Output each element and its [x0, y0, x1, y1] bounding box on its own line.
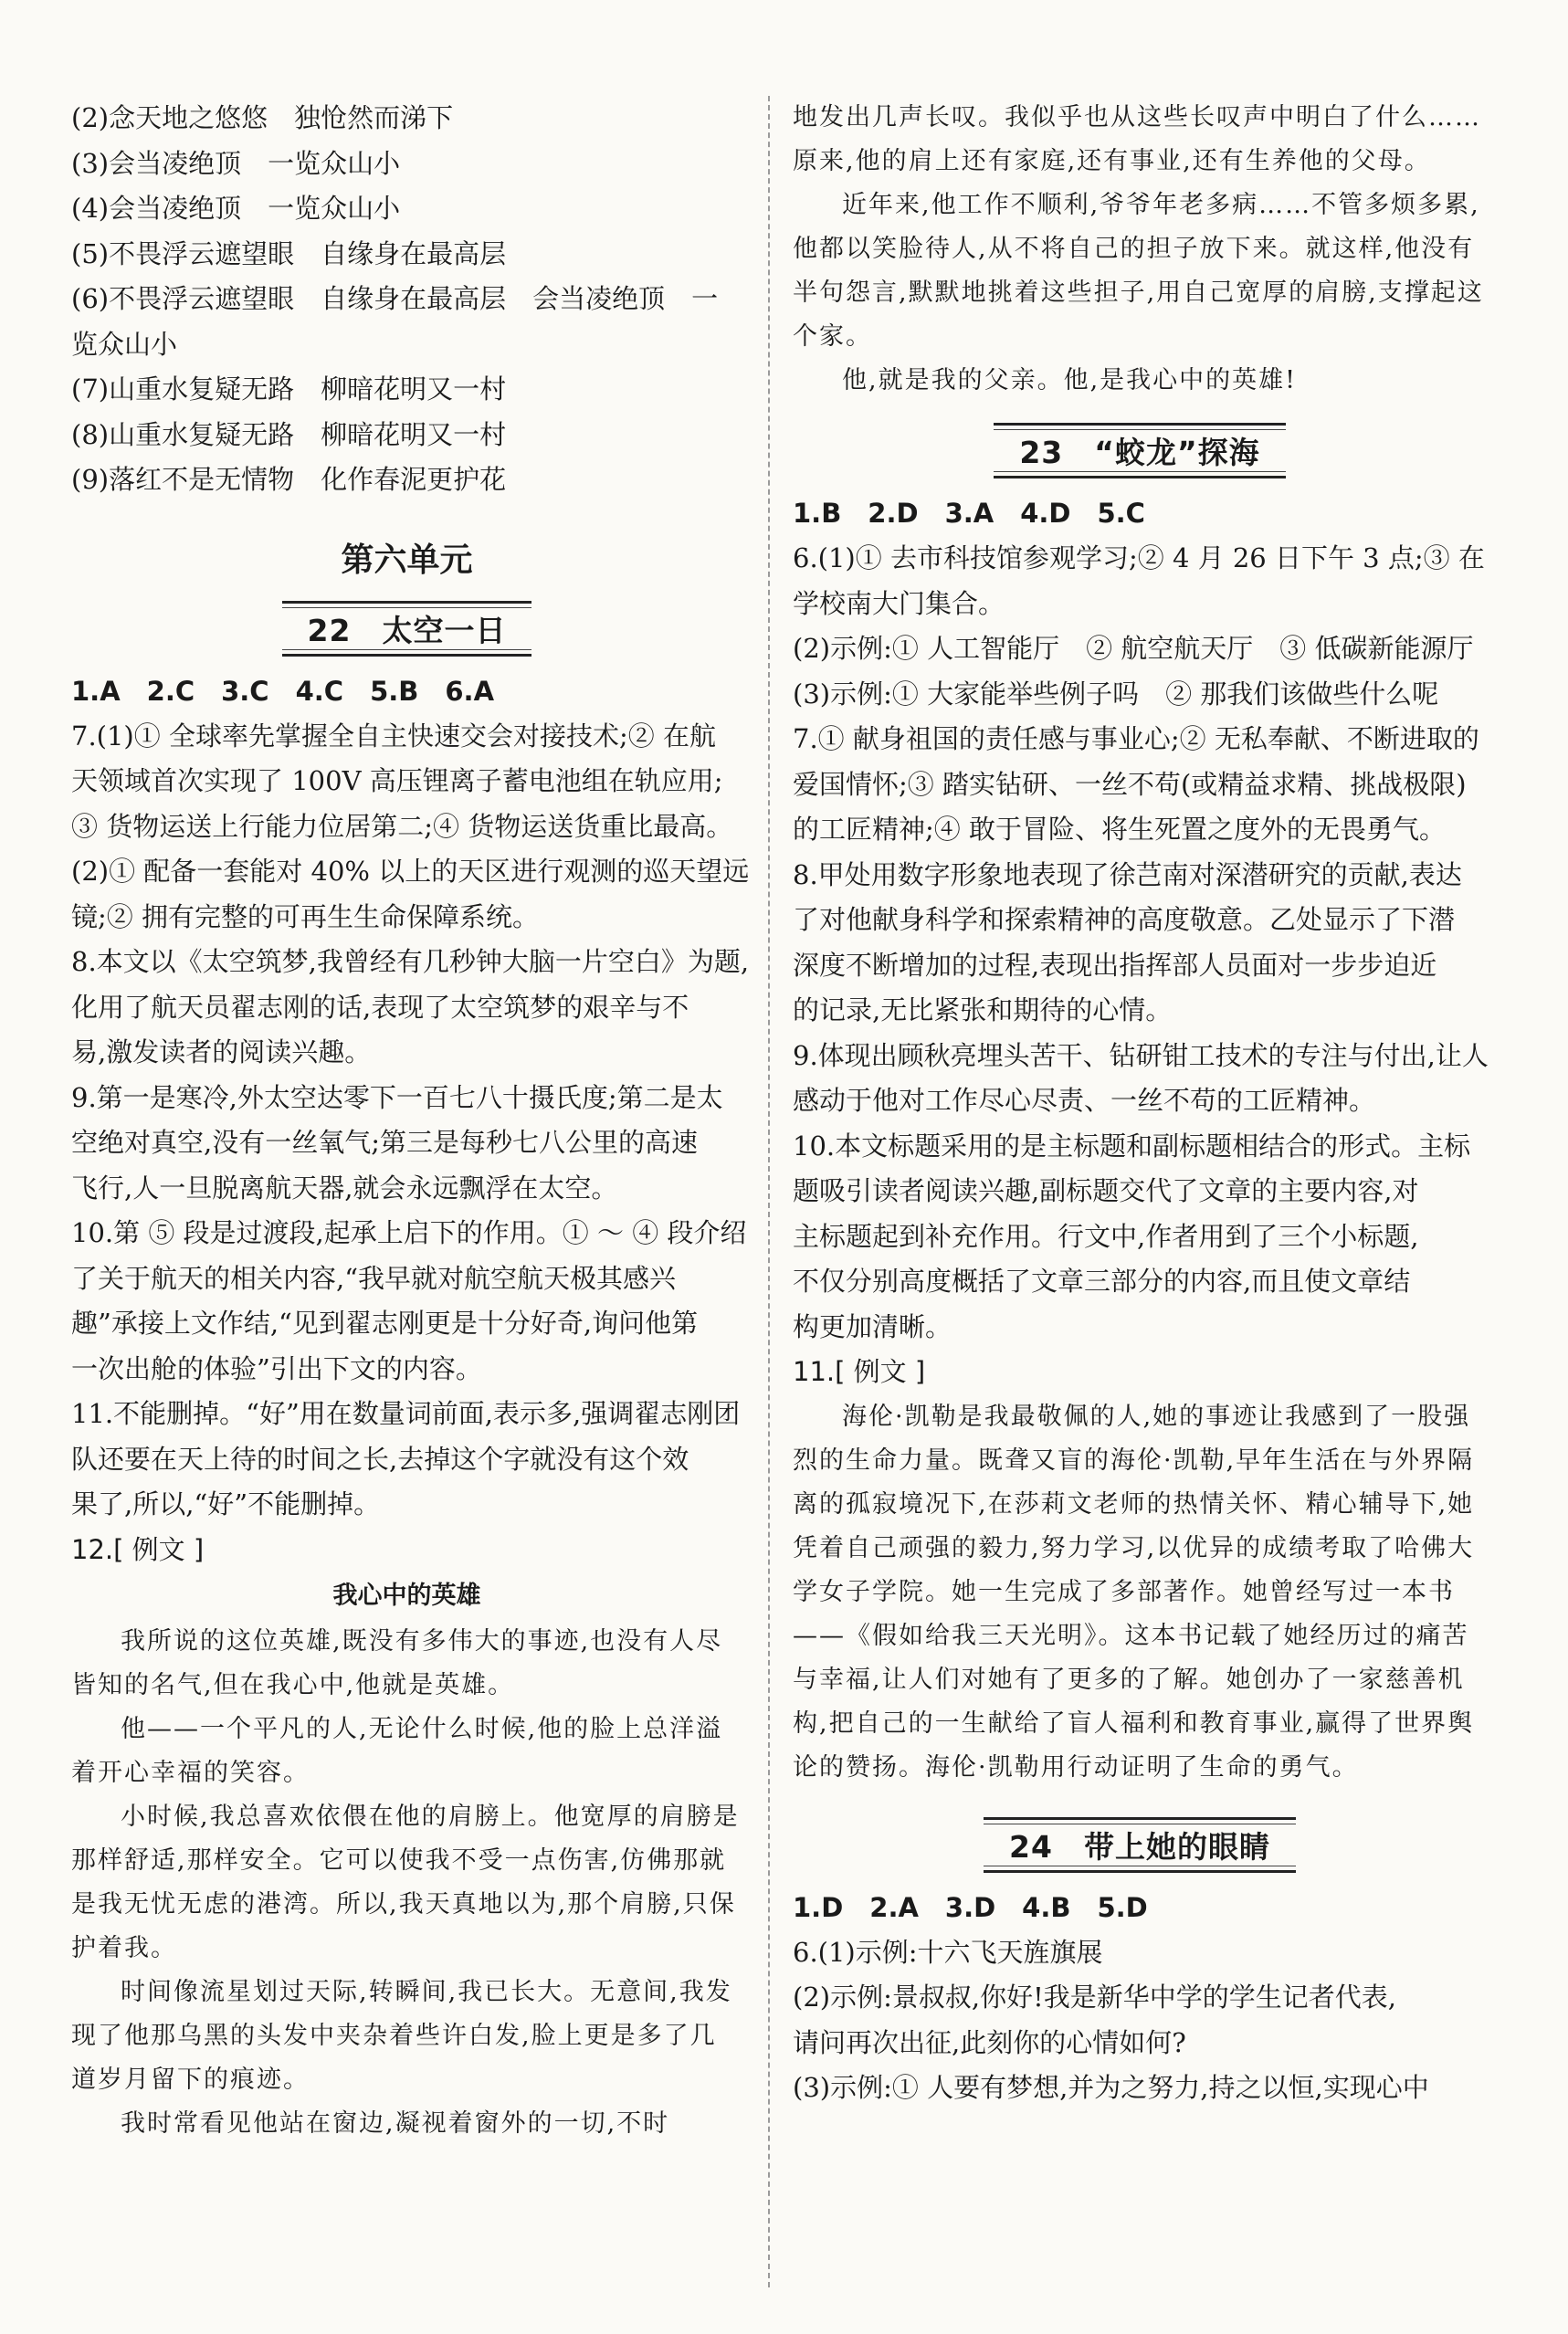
answer-line: 的记录,无比紧张和期待的心情。: [793, 994, 1173, 1025]
answer-line: 7.(1)① 全球率先掌握全自主快速交会对接技术;② 在航: [71, 720, 716, 752]
essay-paragraph: 小时候,我总喜欢依偎在他的肩膀上。他宽厚的肩膀是那样舒适,那样安全。它可以使我不受一点伤害,仿佛那就是我无忧无虑的港湾。所以,我天真地以为,那个肩膀,只保护着我。: [71, 1803, 740, 1962]
lesson-23-q8: [793, 853, 1487, 1034]
answer-line: 深度不断增加的过程,表现出指挥部人员面对一步步迫近: [793, 949, 1437, 981]
lesson-22-q9: [71, 1076, 742, 1212]
answer-line: 易,激发读者的阅读兴趣。: [71, 1036, 372, 1067]
poem-line: (8)山重水复疑无路 柳暗花明又一村: [71, 418, 507, 450]
answer-line: 镜;② 拥有完整的可再生生命保障系统。: [71, 900, 539, 932]
answer-line: 8.本文以《太空筑梦,我曾经有几秒钟大脑一片空白》为题,: [71, 946, 750, 977]
poem-line: (3)会当凌绝顶 一览众山小: [71, 147, 401, 179]
answer-line: 学校南大门集合。: [793, 587, 1005, 619]
lesson-23-q6: [793, 536, 1487, 717]
answer-line: (3)示例:① 大家能举些例子吗 ② 那我们该做些什么呢: [793, 678, 1439, 710]
poem-line: (2)念天地之悠悠 独怆然而涕下: [71, 102, 454, 133]
essay-continued-paragraph: 地发出几声长叹。我似乎也从这些长叹声中明白了什么……原来,他的肩上还有家庭,还有事业,还有生养他的父母。: [793, 103, 1481, 175]
answer-line: 主标题起到补充作用。行文中,作者用到了三个小标题,: [793, 1220, 1419, 1252]
lesson-23-title: 23 “蛟龙”探海: [994, 423, 1285, 478]
poem-line: (5)不畏浮云遮望眼 自缘身在最高层: [71, 237, 507, 269]
essay-paragraph: 我所说的这位英雄,既没有多伟大的事迹,也没有人尽皆知的名气,但在我心中,他就是英雄。: [71, 1627, 723, 1699]
answer-line: 10.本文标题采用的是主标题和副标题相结合的形式。主标: [793, 1130, 1471, 1162]
answer-line: 不仅分别高度概括了文章三部分的内容,而且使文章结: [793, 1266, 1411, 1297]
essay-title: 我心中的英雄: [332, 1582, 481, 1610]
answer-line: 7.① 献身祖国的责任感与事业心;② 无私奉献、不断进取的: [793, 723, 1479, 754]
left-column: [71, 96, 750, 2146]
essay-continued-paragraph: 近年来,他工作不顺利,爷爷年老多病……不管多烦多累,他都以笑脸待人,从不将自己的担子放下来。就这样,他没有半句怨言,默默地挑着这些担子,用自己宽厚的肩膀,支撑起这个家。: [793, 191, 1484, 351]
lesson-22-q8: [71, 940, 750, 1076]
answer-line: 的工匠精神;④ 敢于冒险、将生死置之度外的无畏勇气。: [793, 814, 1446, 845]
answer-line: 请问再次出征,此刻你的心情如何?: [793, 2026, 1186, 2058]
answer-line: 飞行,人一旦脱离航天器,就会永远飘浮在太空。: [71, 1172, 618, 1204]
answer-line: 化用了航天员翟志刚的话,表现了太空筑梦的艰辛与不: [71, 991, 689, 1023]
lesson-23-q11-essay: 海伦·凯勒是我最敬佩的人,她的事迹让我感到了一股强烈的生命力量。既聋又盲的海伦·凯勒,早年生活在与外界隔离的孤寂境况下,在莎莉文老师的热情关怀、精心辅导下,她凭着自己顽强的毅力,努力学习,以优异的成绩考取了哈佛大学女子学院。她一生完成了多部著作。她曾经写过一本书——《假如给我三天光明》。这本书记载了她经历过的痛苦与幸福,让人们对她有了更多的了解。她创办了一家慈善机构,把自己的一生献给了盲人福利和教育事业,赢得了世界舆论的赞扬。海伦·凯勒用行动证明了生命的勇气。: [793, 1402, 1475, 1782]
answer-line: 爱国情怀;③ 踏实钻研、一丝不苟(或精益求精、挑战极限): [793, 768, 1467, 800]
lesson-23-q10: [793, 1124, 1487, 1351]
answer-line: 果了,所以,“好”不能删掉。: [71, 1488, 381, 1519]
answer-line: 了关于航天的相关内容,“我早就对航空航天极其感兴: [71, 1262, 677, 1294]
answer-line: 8.甲处用数字形象地表现了徐芑南对深潜研究的贡献,表达: [793, 858, 1462, 890]
answer-line: ③ 货物运送上行能力位居第二;④ 货物运送货重比最高。: [71, 810, 733, 842]
right-column: [793, 96, 1487, 2111]
answer-line: 天领域首次实现了 100V 高压锂离子蓄电池组在轨应用;: [71, 765, 723, 796]
lesson-22-q7: [71, 714, 750, 941]
column-divider: [768, 96, 771, 2287]
lesson-22-q12-label: 12.[ 例文 ]: [71, 1533, 205, 1565]
lesson-23-q11-label: 11.[ 例文 ]: [793, 1356, 926, 1387]
lesson-23-mc: 1.B 2.D 3.A 4.D 5.C: [793, 498, 1145, 529]
answer-line: (2)① 配备一套能对 40% 以上的天区进行观测的巡天望远: [71, 856, 750, 887]
answer-line: (3)示例:① 人要有梦想,并为之努力,持之以恒,实现心中: [793, 2072, 1429, 2103]
answer-line: 11.不能删掉。“好”用在数量词前面,表示多,强调翟志刚团: [71, 1398, 741, 1429]
poem-answers: [71, 96, 742, 503]
answer-line: 题吸引读者阅读兴趣,副标题交代了文章的主要内容,对: [793, 1175, 1419, 1206]
lesson-22-title: 22 太空一日: [282, 601, 532, 657]
lesson-23-q7: [793, 717, 1487, 853]
answer-line: (2)示例:景叔叔,你好!我是新华中学的学生记者代表,: [793, 1982, 1396, 2013]
answer-line: 趣”承接上文作结,“见到翟志刚更是十分好奇,询问他第: [71, 1308, 699, 1339]
lesson-24-header: [793, 1817, 1487, 1873]
lesson-23-header: [793, 423, 1487, 478]
essay-continued-paragraph: 他,就是我的父亲。他,是我心中的英雄!: [842, 366, 1298, 394]
answer-line: (2)示例:① 人工智能厅 ② 航空航天厅 ③ 低碳新能源厅: [793, 633, 1474, 664]
answer-line: 9.第一是寒冷,外太空达零下一百七八十摄氏度;第二是太: [71, 1081, 723, 1113]
essay-paragraph: 他——一个平凡的人,无论什么时候,他的脸上总洋溢着开心幸福的笑容。: [71, 1715, 723, 1787]
poem-line: (9)落红不是无情物 化作春泥更护花: [71, 464, 507, 495]
unit-title: 第六单元: [341, 541, 473, 579]
poem-line: (6)不畏浮云遮望眼 自缘身在最高层 会当凌绝顶 一: [71, 283, 719, 314]
answer-line: 感动于他对工作尽心尽责、一丝不苟的工匠精神。: [793, 1085, 1376, 1116]
answer-line: 一次出舱的体验”引出下文的内容。: [71, 1352, 482, 1384]
lesson-22-q10: [71, 1211, 747, 1392]
poem-line: 览众山小: [71, 328, 178, 360]
answer-line: 队还要在天上待的时间之长,去掉这个字就没有这个效: [71, 1443, 689, 1475]
lesson-22-mc: 1.A 2.C 3.C 4.C 5.B 6.A: [71, 675, 495, 707]
essay-paragraph: 时间像流星划过天际,转瞬间,我已长大。无意间,我发现了他那乌黑的头发中夹杂着些许白发,脸上更是多了几道岁月留下的痕迹。: [71, 1978, 732, 2094]
lesson-24-title: 24 带上她的眼睛: [984, 1817, 1296, 1873]
poem-line: (7)山重水复疑无路 柳暗花明又一村: [71, 373, 507, 405]
answer-line: 10.第 ⑤ 段是过渡段,起承上启下的作用。① ～ ④ 段介绍: [71, 1217, 747, 1248]
answer-line: 了对他献身科学和探索精神的高度敬意。乙处显示了下潜: [793, 904, 1456, 935]
poem-line: (4)会当凌绝顶 一览众山小: [71, 193, 401, 224]
answer-line: 空绝对真空,没有一丝氧气;第三是每秒七八公里的高速: [71, 1127, 698, 1158]
answer-line: 6.(1)示例:十六飞天旌旗展: [793, 1936, 1103, 1968]
answer-line: 9.体现出顾秋亮埋头苦干、钻研钳工技术的专注与付出,让人: [793, 1039, 1489, 1071]
lesson-23-q9: [793, 1034, 1487, 1124]
essay-paragraph: 我时常看见他站在窗边,凝视着窗外的一切,不时: [121, 2109, 670, 2138]
answer-line: 构更加清晰。: [793, 1310, 952, 1342]
lesson-24-mc: 1.D 2.A 3.D 4.B 5.D: [793, 1891, 1148, 1923]
lesson-22-header: [71, 601, 742, 657]
lesson-22-q11: [71, 1392, 742, 1528]
answer-line: 6.(1)① 去市科技馆参观学习;② 4 月 26 日下午 3 点;③ 在: [793, 542, 1485, 573]
lesson-24-q6: [793, 1930, 1487, 2111]
